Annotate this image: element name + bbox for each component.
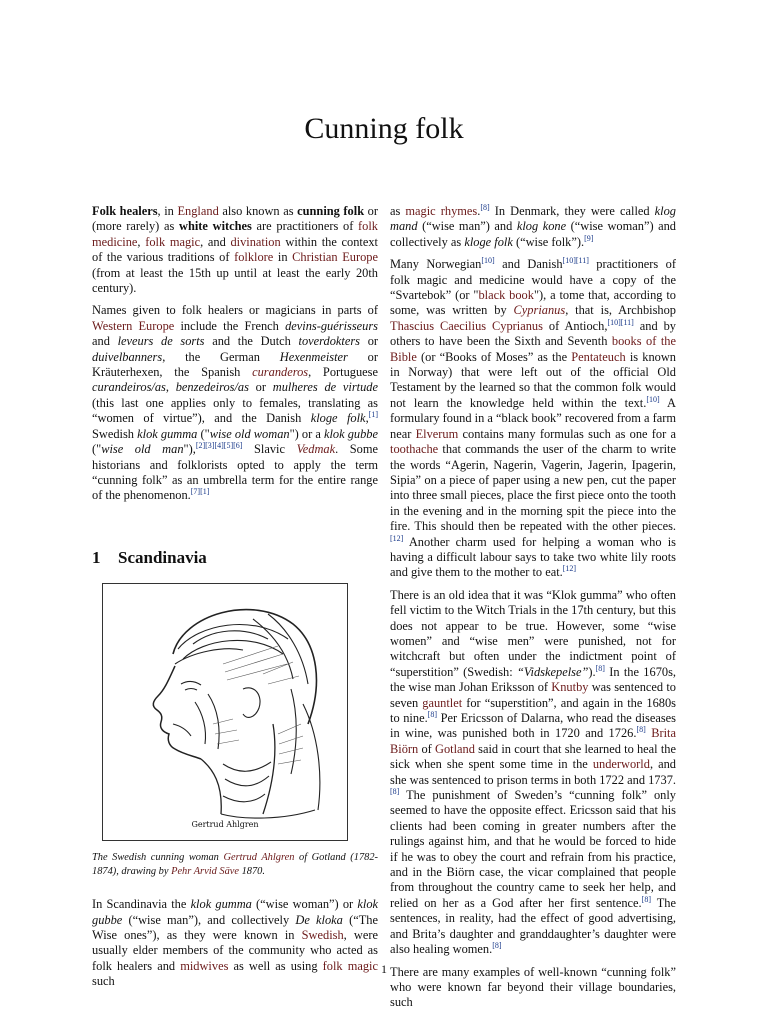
- link-vedmak[interactable]: Vedmak: [296, 442, 336, 457]
- citation-2-6[interactable]: [2][3][4][5][6]: [195, 440, 243, 450]
- link-folk-medicine[interactable]: folk medicine: [92, 219, 378, 249]
- caption-text: The Swedish cunning woman: [92, 852, 224, 864]
- portrait-inner-caption: Gertrud Ahlgren: [191, 819, 259, 829]
- section-heading: [92, 547, 378, 567]
- link-pehr-arvid-save[interactable]: Pehr Arvid Säve: [171, 866, 239, 878]
- link-gotland[interactable]: Gotland: [435, 741, 475, 756]
- paragraph-names: Names given to folk healers or magicians in parts of Western Europe include the French devins-guérisseurs and leveurs de sorts and the Dutch toverdokters or duivelbanners, the German Hexenmeister or Kräuterhexen, the Spanish curanderos, Portuguese curandeiros/as, benzedeiros/as or mulheres de virtude (this last one applies only to females, translating as “women of virtue”), and the Danish kloge folk,[1] Swedish klok gumma ("wise old woman") or a klok gubbe ("wise old man"),[2][3][4][5][6] Slavic Vedmak. Some historians and folklorists opted to apply the term “cunning folk” as an umbrella term for the entire range of the phenomenon.[7][1]: [92, 303, 379, 503]
- citation-7-1[interactable]: [7][1]: [190, 487, 210, 497]
- portrait-drawing: [103, 584, 347, 840]
- link-elverum[interactable]: Elverum: [415, 426, 459, 441]
- page-title: Cunning folk: [304, 112, 464, 145]
- link-cyprianus[interactable]: Cyprianus: [513, 303, 566, 318]
- link-books-of-the-bible[interactable]: books of the Bible: [390, 334, 676, 364]
- citation-10b[interactable]: [10]: [646, 394, 660, 404]
- section-number: 1: [92, 547, 101, 567]
- citation-12[interactable]: [12]: [390, 533, 404, 543]
- citation-9[interactable]: [9]: [584, 233, 594, 243]
- citation-8c[interactable]: [8]: [427, 709, 437, 719]
- caption-text: of Gotland (1782-1874), drawing by: [92, 852, 378, 878]
- link-folk-magic[interactable]: folk magic: [145, 234, 201, 249]
- paragraph-klok-gumma: There is an old idea that it was “Klok gumma” who often fell victim to the Witch Trials in the 17th century, but this does not appear to be true. However, some “wise women” and “wise men” were punished, not for witchcraft but often under the indictment point of “superstition” (Swedish: “Vidskepelse”).[8] In the 1670s, the wise man Johan Eriksson of Knutby was sentenced to seven gauntlet for “superstition”, and again in the 1680s to nine.[8] Per Ericsson of Dalarna, who read the diseases in wine, was punished both in 1720 and 1726.[8] Brita Biörn of Gotland said in court that she learned to heal the sick when she spent some time in the underworld, and she was sentenced to prison terms in both 1722 and 1737.[8] The punishment of Sweden’s “cunning folk” only seemed to have the opposite effect. Ericsson said that his clients had been coming in greater numbers after the rulings against him, and that he would be forced to hide if he was to obey the court and refrain from his practice, and in the Biörn case, the vicar complained that people from throughout the country came to seek her help, and relied on her as a God after her first sentence.[8] The sentences, in reality, had the effect of good advertising, and Brita’s daughter and granddaughter’s daughter were also healing women.[8]: [390, 587, 677, 957]
- link-england[interactable]: England: [177, 204, 219, 218]
- link-knutby[interactable]: Knutby: [551, 680, 589, 695]
- link-magic-rhymes[interactable]: magic rhymes: [405, 204, 478, 218]
- citation-8g[interactable]: [8]: [492, 940, 502, 950]
- paragraph-well-known: There are many examples of well-known “cunning folk” who were known far beyond their village boundaries, such: [390, 964, 676, 1010]
- citation-12b[interactable]: [12]: [562, 564, 577, 574]
- link-black-book[interactable]: black book: [478, 288, 534, 303]
- citation-10[interactable]: [10]: [481, 256, 495, 266]
- citation-8b[interactable]: [8]: [595, 663, 605, 673]
- citation-1[interactable]: [1]: [368, 410, 378, 420]
- link-brita-biorn[interactable]: Brita Biörn: [390, 726, 676, 756]
- section-title: Scandinavia: [118, 547, 207, 567]
- link-divination[interactable]: divination: [230, 234, 281, 249]
- link-midwives[interactable]: midwives: [180, 958, 229, 973]
- link-western-europe[interactable]: Western Europe: [92, 318, 175, 333]
- left-column: [92, 204, 378, 997]
- paragraph-denmark: as magic rhymes.[8] In Denmark, they were called klog mand (“wise man”) and klog kone (“wise woman”) and collectively as kloge folk (“wise folk”).[9]: [390, 202, 677, 249]
- link-christian-europe[interactable]: Christian Europe: [292, 250, 378, 265]
- link-folklore[interactable]: folklore: [234, 250, 274, 265]
- figure-caption: [92, 851, 378, 879]
- link-gauntlet[interactable]: gauntlet: [422, 695, 463, 710]
- citation-8e[interactable]: [8]: [390, 786, 400, 796]
- citation-10-11[interactable]: [10][11]: [562, 256, 589, 266]
- citation-10-11b[interactable]: [10][11]: [607, 317, 634, 327]
- citation-8[interactable]: [8]: [480, 202, 490, 212]
- link-gertrud-ahlgren[interactable]: Gertrud Ahlgren: [223, 852, 295, 864]
- link-curanderos[interactable]: curanderos: [252, 365, 309, 380]
- link-thascius-caecilius-cyprianus[interactable]: Thascius Caecilius Cyprianus: [390, 318, 543, 333]
- paragraph-black-book: Many Norwegian[10] and Danish[10][11] practitioners of folk magic and medicine would have a copy of the “Svartebok” (or "black book"), a tome that, according to some, was written by Cyprianus, that is, Archbishop Thascius Caecilius Cyprianus of Antioch,[10][11] and by others to have been the Sixth and Seventh books of the Bible (or “Books of Moses” as the Pentateuch is known in Norway) that were left out of the official Old Testament by the learned so that the common folk would not learn the knowledge held within the text.[10] A formulary found in a “black book” recovered from a farm near Elverum contains many formulas such as one for a toothache that commands the user of the charm to write the words “Agerin, Nagerin, Vagerin, Jagerin, Ipagerin, Sipia” on a piece of paper using a new pen, cut the paper into three small pieces, place the first piece onto the tooth in the evening and in the morning spit the piece into the fire. This should then be repeated with the other pieces.[12] Another charm used for helping a woman who is having a difficult labour says to take two white lily roots and give them to the mother to eat.[12]: [390, 256, 677, 580]
- caption-text: 1870.: [239, 866, 265, 878]
- link-toothache[interactable]: toothache: [390, 442, 439, 457]
- link-underworld[interactable]: underworld: [592, 757, 650, 772]
- link-folk-magic-2[interactable]: folk magic: [322, 958, 378, 973]
- page-number: 1: [381, 962, 387, 976]
- citation-8f[interactable]: [8]: [641, 894, 651, 904]
- paragraph-scandinavia: In Scandinavia the klok gumma (“wise woman”) or klok gubbe (“wise man”), and collectively De kloka (“The Wise ones”), as they were known in Swedish, were usually elder members of the community who acted as folk healers and midwives as well as using folk magic such: [92, 897, 379, 989]
- right-column: [390, 204, 676, 1018]
- link-swedish[interactable]: Swedish: [301, 927, 344, 942]
- paragraph-intro: Folk healers, in England also known as cunning folk or (more rarely) as white witches are practitioners of folk medicine, folk magic, and divination within the context of the various traditions of folklore in Christian Europe (from at least the 15th up until at least the early 20th century).: [92, 204, 379, 296]
- link-pentateuch[interactable]: Pentateuch: [571, 349, 626, 364]
- citation-8d[interactable]: [8]: [636, 725, 646, 735]
- portrait-figure: [102, 583, 348, 841]
